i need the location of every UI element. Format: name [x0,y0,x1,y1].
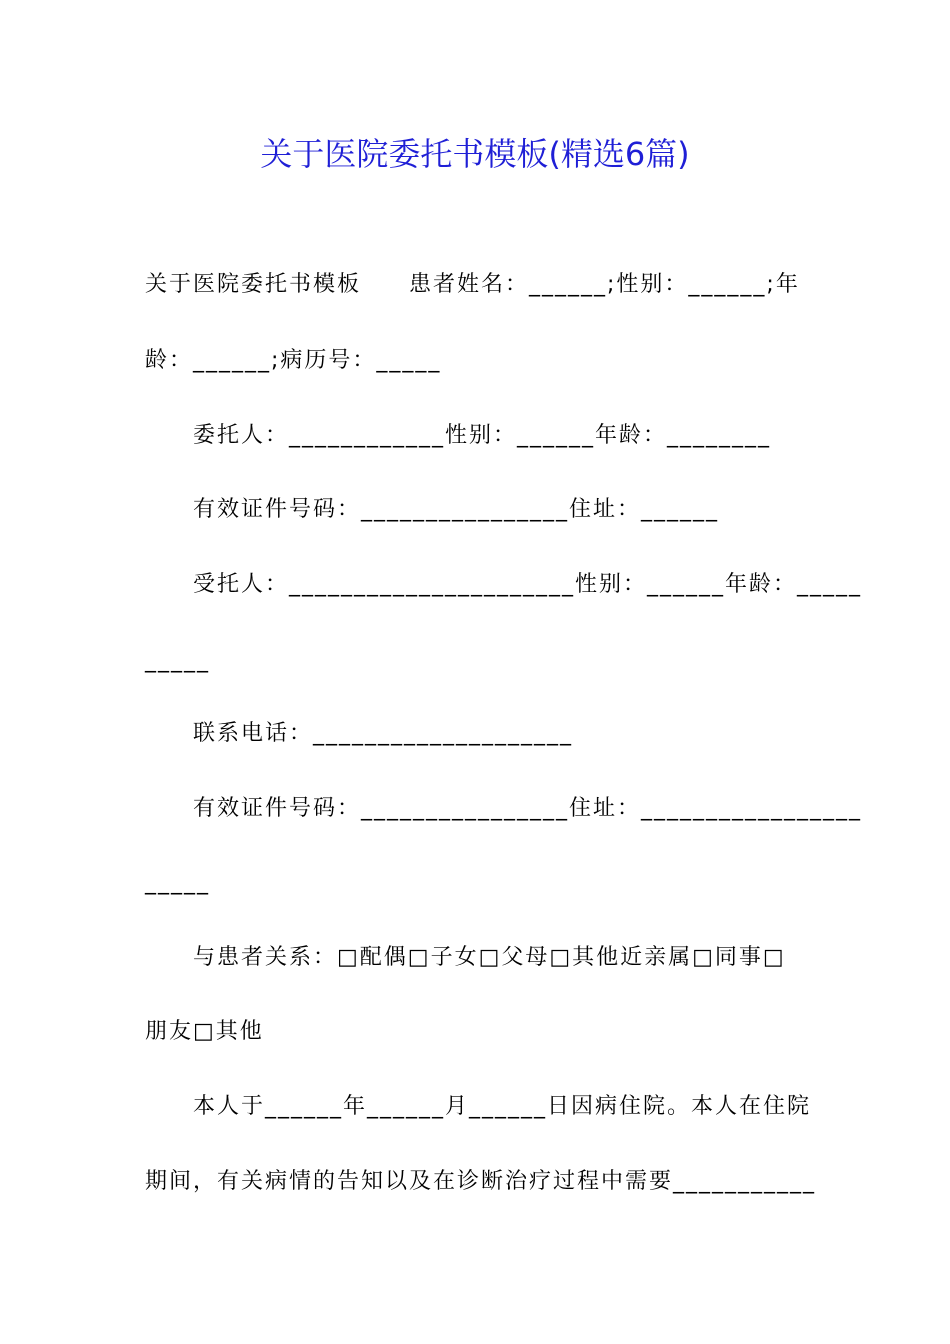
paragraph-line: _____ [145,648,210,673]
paragraph-line: 龄：______;病历号：_____ [145,348,442,373]
paragraph-line: 有效证件号码：________________住址：_________________ [193,796,863,821]
document-title: 关于医院委托书模板(精选6篇) [260,135,690,173]
paragraph-line: 联系电话：____________________ [193,721,574,746]
paragraph-line: 关于医院委托书模板 患者姓名：______;性别：______;年 [145,272,800,297]
paragraph-line: 委托人：____________性别：______年龄：________ [193,423,772,448]
paragraph-line: 有效证件号码：________________住址：______ [193,497,720,522]
paragraph-line: 本人于______年______月______日因病住院。本人在住院 [193,1094,812,1119]
paragraph-line: 期间，有关病情的告知以及在诊断治疗过程中需要___________ [145,1169,817,1194]
paragraph-line: 受托人：______________________性别：______年龄：_____ [193,572,863,597]
paragraph-line: 与患者关系：□配偶□子女□父母□其他近亲属□同事□ [193,945,786,970]
paragraph-line: _____ [145,870,210,895]
paragraph-line: 朋友□其他 [145,1019,264,1044]
